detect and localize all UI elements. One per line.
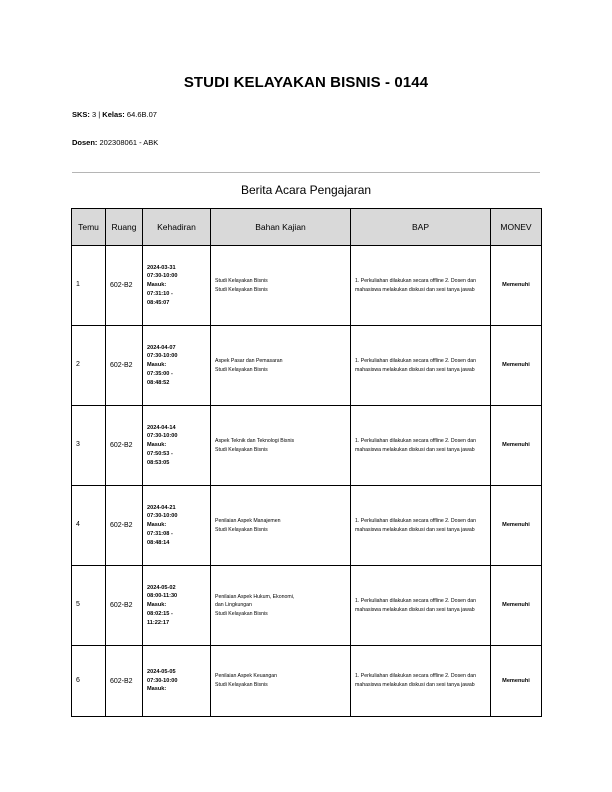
bahan-line: Penilaian Aspek Hukum, Ekonomi,: [215, 593, 295, 600]
cell-monev: Memenuhi: [491, 566, 542, 646]
cell-bap: 1. Perkuliahan dilakukan secara offline 2. Dosen dan mahasiswa melakukan diskusi dan sesi tanya jawab: [351, 486, 491, 566]
cell-bap: 1. Perkuliahan dilakukan secara offline 2. Dosen dan mahasiswa melakukan diskusi dan sesi tanya jawab: [351, 566, 491, 646]
cell-monev: Memenuhi: [491, 326, 542, 406]
kehadiran-line: 08:48:14: [147, 539, 170, 546]
cell-bap: 1. Perkuliahan dilakukan secara offline 2. Dosen dan mahasiswa melakukan diskusi dan sesi tanya jawab: [351, 646, 491, 717]
kehadiran-line: 07:50:53 -: [147, 450, 173, 457]
kehadiran-line: 2024-04-14: [147, 424, 176, 431]
bahan-line: Aspek Teknik dan Teknologi Bisnis: [215, 437, 295, 444]
divider: [72, 172, 540, 173]
cell-bap: 1. Perkuliahan dilakukan secara offline 2. Dosen dan mahasiswa melakukan diskusi dan sesi tanya jawab: [351, 246, 491, 326]
bahan-line: Studi Kelayakan Bisnis: [215, 366, 268, 373]
cell-temu: 1: [72, 246, 106, 326]
kehadiran-line: Masuk:: [147, 602, 167, 609]
cell-ruang: 602-B2: [106, 406, 143, 486]
header-bap: BAP: [351, 209, 491, 246]
kehadiran-line: 08:02:15 -: [147, 610, 173, 617]
cell-ruang: 602-B2: [106, 646, 143, 717]
table-row: [72, 246, 542, 326]
cell-bahan-kajian: [211, 246, 351, 326]
cell-bahan-kajian: [211, 326, 351, 406]
table-row: [72, 326, 542, 406]
kehadiran-line: 07:30-10:00: [147, 353, 178, 360]
cell-kehadiran: [143, 646, 211, 717]
page-title: STUDI KELAYAKAN BISNIS - 0144: [183, 74, 429, 91]
bahan-line: Studi Kelayakan Bisnis: [215, 446, 268, 453]
cell-temu: 3: [72, 406, 106, 486]
kehadiran-line: 07:30-10:00: [147, 677, 178, 684]
kehadiran-line: Masuk:: [147, 282, 167, 289]
cell-temu: 5: [72, 566, 106, 646]
cell-monev: Memenuhi: [491, 246, 542, 326]
cell-monev: Memenuhi: [491, 646, 542, 717]
bahan-line: Studi Kelayakan Bisnis: [215, 610, 268, 617]
cell-ruang: 602-B2: [106, 566, 143, 646]
kehadiran-line: 2024-05-02: [147, 584, 176, 591]
kehadiran-line: 07:30-10:00: [147, 433, 178, 440]
table-header-row: [72, 209, 542, 246]
kehadiran-line: 07:30-10:00: [147, 513, 178, 520]
table-body: [72, 246, 542, 717]
kehadiran-line: Masuk:: [147, 362, 167, 369]
table-row: [72, 486, 542, 566]
sks-value: 3 |: [89, 110, 103, 119]
kehadiran-line: Masuk:: [147, 522, 167, 529]
kehadiran-line: 08:00-11:30: [147, 593, 178, 600]
kehadiran-line: 08:48:52: [147, 379, 170, 386]
cell-ruang: 602-B2: [106, 326, 143, 406]
cell-temu: 4: [72, 486, 106, 566]
kelas-value: 64.6B.07: [124, 110, 157, 119]
kehadiran-line: 2024-03-31: [147, 264, 176, 271]
header-bahan-kajian: Bahan Kajian: [211, 209, 351, 246]
cell-bahan-kajian: [211, 406, 351, 486]
kehadiran-line: 2024-04-07: [147, 344, 176, 351]
cell-bap: 1. Perkuliahan dilakukan secara offline 2. Dosen dan mahasiswa melakukan diskusi dan sesi tanya jawab: [351, 326, 491, 406]
kehadiran-line: 07:31:08 -: [147, 530, 173, 537]
kehadiran-line: 07:30-10:00: [147, 273, 178, 280]
kehadiran-line: 2024-04-21: [147, 504, 176, 511]
kehadiran-line: Masuk:: [147, 442, 167, 449]
header-monev: MONEV: [491, 209, 542, 246]
section-title: Berita Acara Pengajaran: [240, 183, 372, 197]
cell-temu: 6: [72, 646, 106, 717]
kehadiran-line: 2024-05-05: [147, 668, 176, 675]
cell-kehadiran: [143, 486, 211, 566]
cell-kehadiran: [143, 246, 211, 326]
dosen-label: Dosen:: [72, 138, 98, 147]
cell-kehadiran: [143, 566, 211, 646]
bahan-line: dan Lingkungan: [215, 602, 252, 609]
kehadiran-line: 11:22:17: [147, 619, 170, 626]
cell-ruang: 602-B2: [106, 246, 143, 326]
header-ruang: Ruang: [106, 209, 143, 246]
cell-monev: Memenuhi: [491, 486, 542, 566]
bahan-line: Studi Kelayakan Bisnis: [215, 682, 268, 688]
kehadiran-line: 08:53:05: [147, 459, 170, 466]
cell-kehadiran: [143, 406, 211, 486]
dosen-value: 202308061 - ABK: [97, 138, 159, 147]
cell-bahan-kajian: [211, 646, 351, 717]
cell-bap: 1. Perkuliahan dilakukan secara offline 2. Dosen dan mahasiswa melakukan diskusi dan sesi tanya jawab: [351, 406, 491, 486]
bahan-line: Studi Kelayakan Bisnis: [215, 277, 268, 284]
course-info: [72, 110, 157, 119]
kelas-label: Kelas:: [102, 110, 125, 119]
table-row: [72, 646, 542, 717]
cell-ruang: 602-B2: [106, 486, 143, 566]
kehadiran-line: Masuk:: [147, 686, 167, 693]
cell-monev: Memenuhi: [491, 406, 542, 486]
header-kehadiran: Kehadiran: [143, 209, 211, 246]
kehadiran-line: 07:31:10 -: [147, 290, 173, 297]
header-temu: Temu: [72, 209, 106, 246]
bahan-line: Penilaian Aspek Keuangan: [215, 673, 278, 680]
lecturer-info: [72, 138, 158, 147]
bap-table: [71, 208, 542, 717]
table-row: [72, 566, 542, 646]
kehadiran-line: 07:35:00 -: [147, 370, 173, 377]
cell-bahan-kajian: [211, 486, 351, 566]
cell-bahan-kajian: [211, 566, 351, 646]
bahan-line: Studi Kelayakan Bisnis: [215, 526, 268, 533]
table-row: [72, 406, 542, 486]
bahan-line: Penilaian Aspek Manajemen: [215, 517, 281, 524]
kehadiran-line: 08:45:07: [147, 299, 170, 306]
bahan-line: Studi Kelayakan Bisnis: [215, 286, 268, 293]
sks-label: SKS:: [72, 110, 90, 119]
bahan-line: Aspek Pasar dan Pemasaran: [215, 357, 283, 364]
cell-kehadiran: [143, 326, 211, 406]
cell-temu: 2: [72, 326, 106, 406]
